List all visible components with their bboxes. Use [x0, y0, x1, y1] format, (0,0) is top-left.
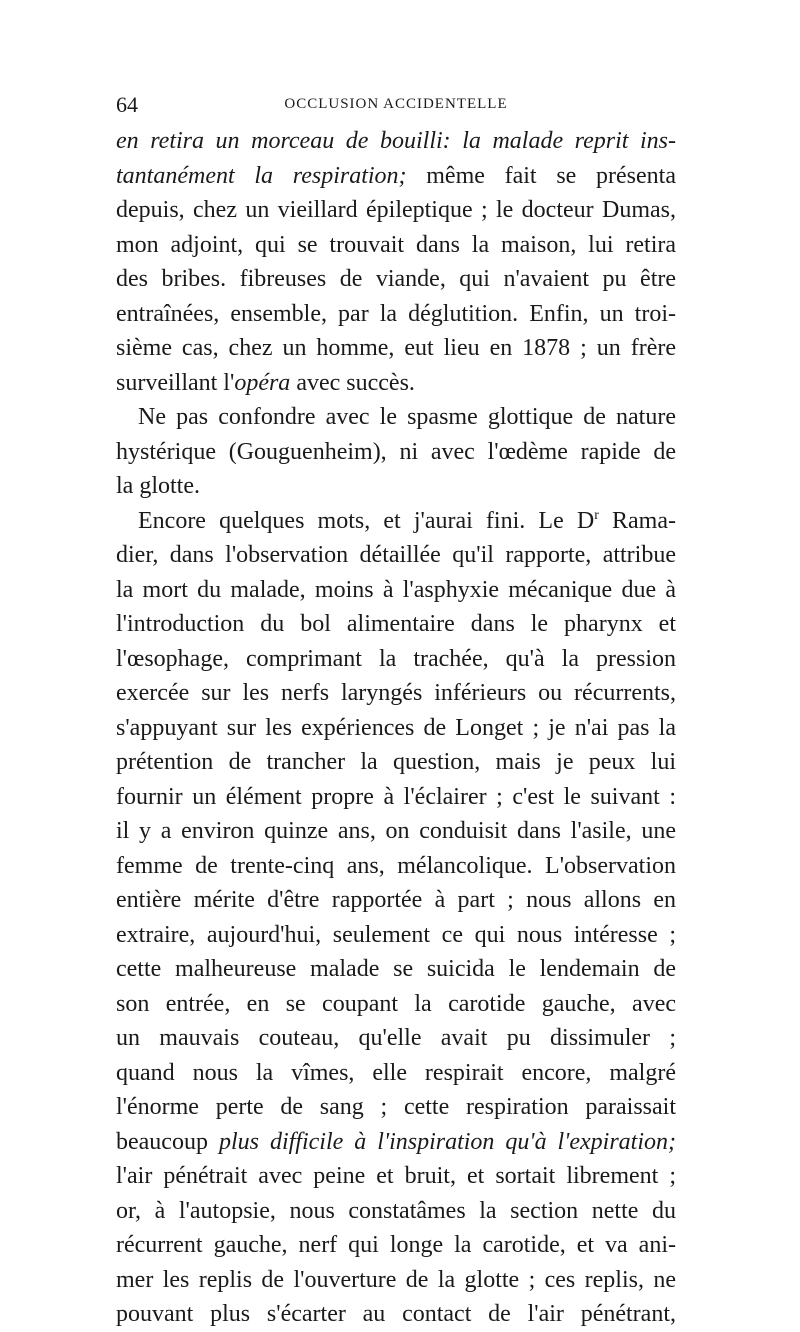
text-segment: or, à l'autopsie, nous constatâmes la section nette du — [116, 1197, 676, 1224]
text-segment: avec succès. — [290, 369, 415, 396]
text-segment: dier, dans l'observation détaillée qu'il rapporte, attribue — [116, 542, 676, 568]
text-segment: récurrent gauche, nerf qui longe la carotide, et va ani- — [116, 1232, 676, 1258]
text-segment: quand nous la vîmes, elle respirait encore, malgré — [116, 1059, 676, 1086]
text-line — [116, 504, 676, 539]
text-line — [116, 780, 676, 815]
text-segment: depuis, chez un vieillard épileptique ; le docteur Dumas, — [116, 197, 676, 223]
text-segment: fournir un élément propre à l'éclairer ; c'est le suivant : — [116, 783, 676, 810]
text-line — [116, 849, 676, 884]
text-line — [116, 1125, 676, 1160]
text-segment: entraînées, ensemble, par la déglutition. Enfin, un troi- — [116, 300, 676, 327]
italic-text: plus difficile à l'inspiration qu'à l'expiration; — [218, 1128, 677, 1155]
text-line — [116, 366, 676, 401]
text-segment: extraire, aujourd'hui, seulement ce qui nous intéresse ; — [116, 921, 676, 948]
text-line — [116, 331, 676, 366]
text-segment: l'introduction du bol alimentaire dans le pharynx et — [116, 611, 676, 637]
text-line — [116, 1297, 676, 1332]
page-header — [116, 92, 676, 122]
text-line — [116, 400, 676, 435]
text-line — [116, 711, 676, 746]
body-text — [116, 124, 676, 1332]
text-line — [116, 538, 676, 573]
text-line — [116, 883, 676, 918]
text-line — [116, 1159, 676, 1194]
text-segment: l'énorme perte de sang ; cette respiration paraissait — [116, 1094, 676, 1120]
text-segment: la mort du malade, moins à l'asphyxie mécanique due à — [116, 576, 676, 603]
text-segment: pouvant plus s'écarter au contact de l'air pénétrant, — [116, 1301, 676, 1327]
text-line — [116, 435, 676, 470]
text-segment: Ne pas confondre avec le spasme glottique de nature — [138, 404, 676, 430]
text-segment: mon adjoint, qui se trouvait dans la maison, lui retira — [116, 231, 676, 258]
text-segment: l'air pénétrait avec peine et bruit, et sortait librement ; — [116, 1163, 676, 1189]
text-segment: sième cas, chez un homme, eut lieu en 1878 ; un frère — [116, 335, 676, 361]
text-line — [116, 469, 676, 504]
text-segment: r — [594, 507, 599, 523]
text-line — [116, 745, 676, 780]
text-segment: Rama- — [598, 507, 676, 534]
text-line — [116, 1194, 676, 1229]
text-line — [116, 676, 676, 711]
text-segment: prétention de trancher la question, mais je peux lui — [116, 749, 676, 775]
text-line — [116, 1056, 676, 1091]
text-line — [116, 1090, 676, 1125]
page-number: 64 — [116, 92, 138, 117]
text-segment: un mauvais couteau, qu'elle avait pu dissimuler ; — [116, 1025, 676, 1051]
text-segment: exercée sur les nerfs laryngés inférieurs ou récurrents, — [116, 680, 676, 706]
italic-text: tantanément la respiration; — [116, 162, 407, 189]
text-line — [116, 159, 676, 194]
text-segment: Encore quelques mots, et j'aurai fini. Le D — [138, 507, 595, 534]
text-segment: cette malheureuse malade se suicida le lendemain de — [116, 956, 676, 982]
italic-text: opéra — [234, 369, 291, 396]
text-line — [116, 1228, 676, 1263]
text-segment: beaucoup — [116, 1128, 219, 1155]
text-line — [116, 1021, 676, 1056]
text-line — [116, 952, 676, 987]
running-head: OCCLUSION ACCIDENTELLE — [284, 96, 508, 112]
text-segment: son entrée, en se coupant la carotide gauche, avec — [116, 990, 676, 1017]
text-segment: la glotte. — [116, 473, 200, 499]
text-line — [116, 987, 676, 1022]
text-line — [116, 607, 676, 642]
text-segment: mer les replis de l'ouverture de la glotte ; ces replis, ne — [116, 1266, 676, 1293]
text-segment: hystérique (Gouguenheim), ni avec l'œdème rapide de — [116, 438, 676, 465]
text-segment: s'appuyant sur les expériences de Longet ; je n'ai pas la — [116, 714, 676, 741]
italic-text: en retira un morceau de bouilli: la malade reprit ins- — [116, 128, 676, 154]
text-line — [116, 1263, 676, 1298]
text-segment: des bribes. fibreuses de viande, qui n'avaient pu être — [116, 266, 676, 292]
text-line — [116, 262, 676, 297]
text-segment: il y a environ quinze ans, on conduisit dans l'asile, une — [116, 818, 676, 844]
text-line — [116, 642, 676, 677]
text-segment: femme de trente-cinq ans, mélancolique. L'observation — [116, 852, 676, 879]
text-line — [116, 193, 676, 228]
text-line — [116, 297, 676, 332]
text-segment: surveillant l' — [116, 369, 235, 396]
text-segment: même fait se présenta — [406, 162, 676, 189]
text-line — [116, 124, 676, 159]
text-line — [116, 228, 676, 263]
text-line — [116, 573, 676, 608]
text-segment: entière mérite d'être rapportée à part ; nous allons en — [116, 887, 676, 913]
text-segment: l'œsophage, comprimant la trachée, qu'à la pression — [116, 645, 676, 672]
text-line — [116, 814, 676, 849]
text-line — [116, 918, 676, 953]
